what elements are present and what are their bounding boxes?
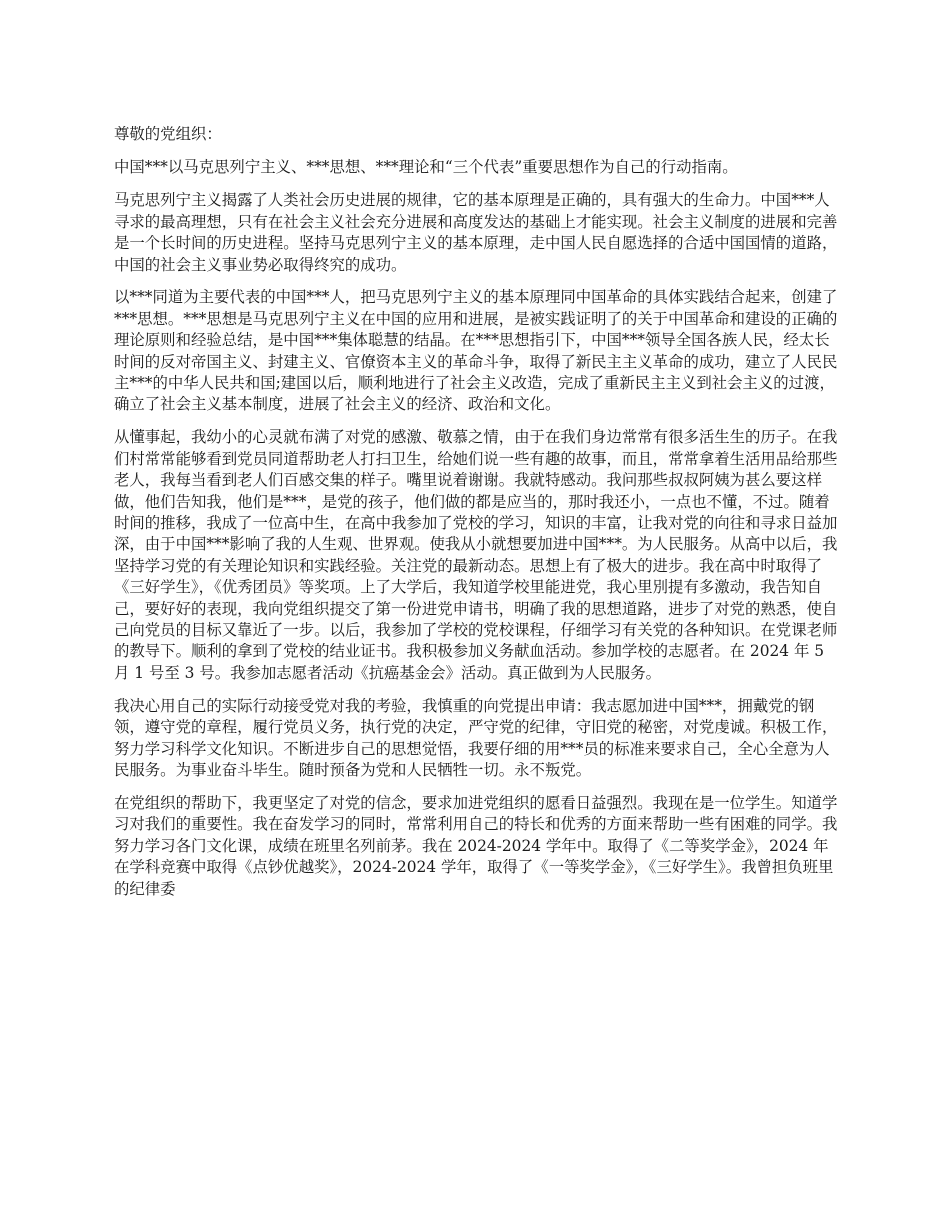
paragraph-2: 马克思列宁主义揭露了人类社会历史进展的规律，它的基本原理是正确的，具有强大的生命力。中国***人寻求的最高理想，只有在社会主义社会充分进展和高度发达的基础上才能实现。社会主义制度的进展和完善是一个长时间的历史进程。坚持马克思列宁主义的基本原理，走中国人民自愿选择的合适中国国情的道路，中国的社会主义事业势必取得终究的成功。 [114, 191, 838, 274]
paragraph-6: 在党组织的帮助下，我更坚定了对党的信念，要求加进党组织的愿看日益强烈。我现在是一位学生。知道学习对我们的重要性。我在奋发学习的同时，常常利用自己的特长和优秀的方面来帮助一些有困难的同学。我努力学习各门文化课，成绩在班里名列前茅。我在 2024-2024 学年中。取得了《二等奖学金》，2024 年在学科竞赛中取得《点钞优越奖》，2024-2024 学年，取得了《一等奖学金》，《三好学生》。我曾担负班里的纪律委 [114, 793, 838, 898]
paragraph-4: 从懂事起，我幼小的心灵就布满了对党的感激、敬慕之情，由于在我们身边常常有很多活生生的历子。在我们村常常能够看到党员同道帮助老人打扫卫生，给她们说一些有趣的故事，而且，常常拿着生活用品给那些老人，我每当看到老人们百感交集的样子。嘴里说着谢谢。我就特感动。我问那些叔叔阿姨为甚么要这样做，他们告知我，他们是***，是党的孩子，他们做的都是应当的，那时我还小，一点也不懂，不过。随着时间的推移，我成了一位高中生，在高中我参加了党校的学习，知识的丰富，让我对党的向往和寻求日益加深，由于中国***影响了我的人生观、世界观。使我从小就想要加进中国***。为人民服务。从高中以后，我坚持学习党的有关理论知识和实践经验。关注党的最新动态。思想上有了极大的进步。我在高中时取得了《三好学生》，《优秀团员》等奖项。上了大学后，我知道学校里能进党，我心里別提有多激动，我告知自己，要好好的表现，我向党组织提交了第一份进党申请书，明确了我的思想道路，进步了对党的熟悉，使自己向党员的目标又靠近了一步。以后，我参加了学校的党校课程，仔细学习有关党的各种知识。在党课老师的教导下。顺利的拿到了党校的结业证书。我积极参加义务献血活动。参加学校的志愿者。在 2024 年 5 月 1 号至 3 号。我参加志愿者活动《抗癌基金会》活动。真正做到为人民服务。 [114, 428, 838, 682]
salutation: 尊敬的党组织： [114, 125, 222, 143]
document-page [114, 124, 838, 911]
paragraph-1: 中国***以马克思列宁主义、***思想、***理论和“三个代表”重要思想作为自己的行动指南。 [114, 158, 738, 177]
paragraph-3: 以***同道为主要代表的中国***人，把马克思列宁主义的基本原理同中国革命的具体实践结合起来，创建了***思想。***思想是马克思列宁主义在中国的应用和进展，是被实践证明了的关于中国革命和建设的正确的理论原则和经验总结，是中国***集体聪慧的结晶。在***思想指引下，中国***领导全国各族人民，经太长时间的反对帝国主义、封建主义、官僚资本主义的革命斗争，取得了新民主主义革命的成功，建立了人民民主***的中华人民共和国;建国以后，顺利地进行了社会主义改造，完成了重新民主主义到社会主义的过渡，确立了社会主义基本制度，进展了社会主义的经济、政治和文化。 [114, 288, 838, 414]
paragraph-5: 我决心用自己的实际行动接受党对我的考验，我慎重的向党提出申请：我志愿加进中国***，拥戴党的钢领，遵守党的章程，履行党员义务，执行党的决定，严守党的纪律，守旧党的秘密，对党虔诚。积极工作，努力学习科学文化知识。不断进步自己的思想觉悟，我要仔细的用***员的标准来要求自己，全心全意为人民服务。为事业奋斗毕生。随时预备为党和人民牺牲一切。永不叛党。 [114, 696, 838, 779]
